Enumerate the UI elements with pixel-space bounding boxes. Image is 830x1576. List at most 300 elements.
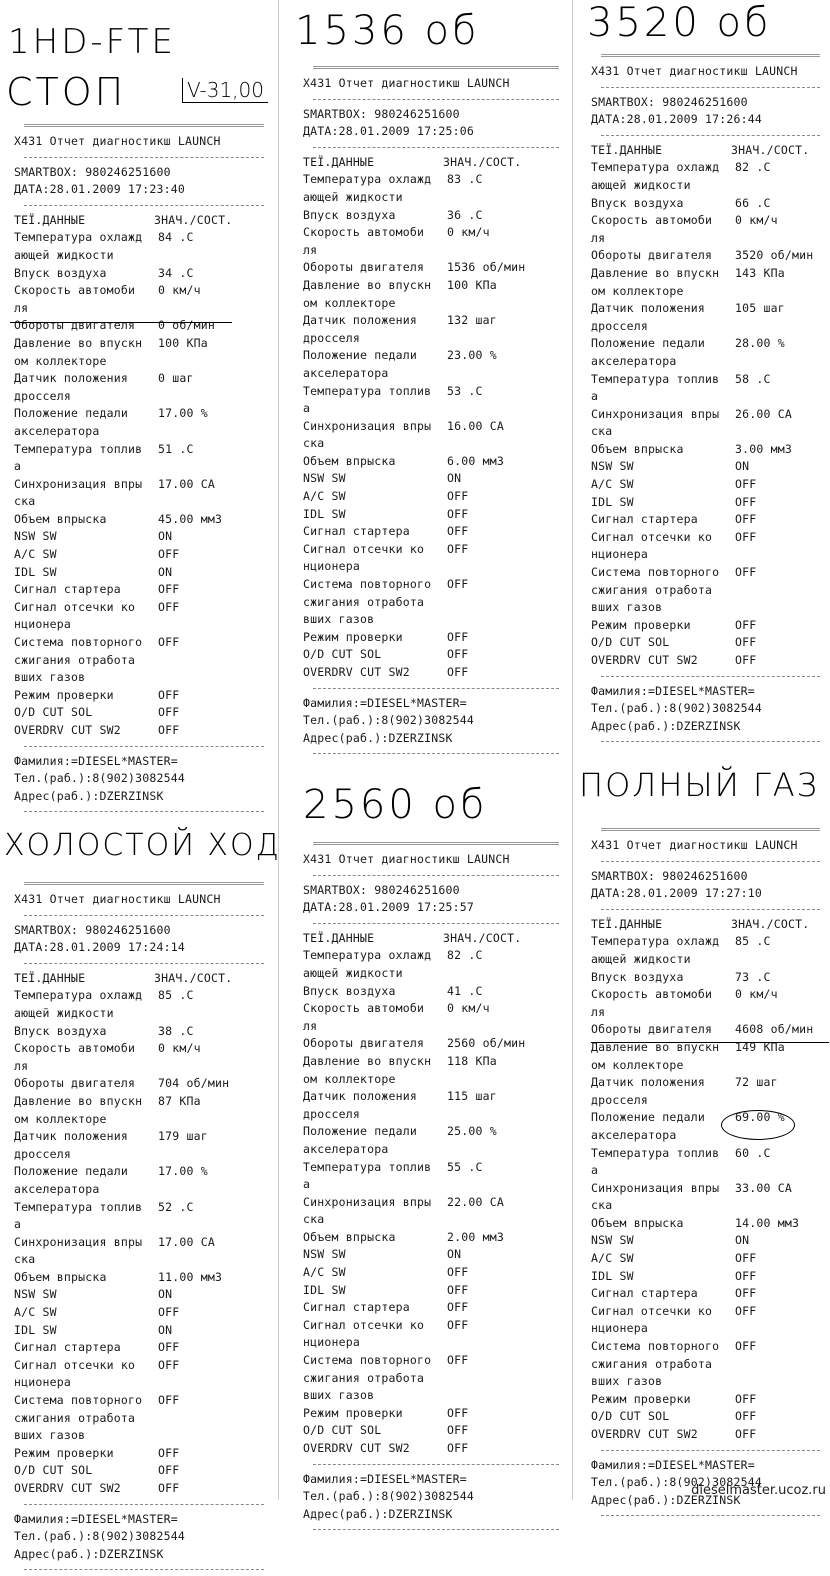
separator [601,861,820,862]
param-value: ON [158,1287,173,1302]
separator [313,753,559,754]
param-row [303,1123,569,1141]
param-row [14,581,274,599]
param-row [591,564,830,582]
param-value: OFF [447,647,469,662]
param-row [303,1282,569,1300]
smartbox-id: SMARTBOX: 980246251600 [14,164,171,179]
param-row [14,493,274,511]
param-row [14,1163,274,1181]
param-row [591,1391,830,1409]
param-row [14,1181,274,1199]
param-value: OFF [158,1463,180,1478]
param-row [591,1180,830,1198]
param-row [14,1111,274,1129]
param-label: ля [14,1058,29,1073]
param-value: OFF [447,1353,469,1368]
param-row [14,1005,274,1023]
operator-name: Фамилия:=DIESEL*MASTER= [14,753,178,768]
param-label: OVERDRV CUT SW2 [14,1481,121,1495]
param-value: 118 КПа [447,1053,497,1068]
param-label: Система повторного [303,1353,432,1368]
param-value: OFF [447,489,469,504]
param-label: нционера [14,617,71,632]
param-value: 16.00 СА [447,418,504,433]
param-value: OFF [447,577,469,592]
operator-address: Адрес(раб.):DZERZINSK [591,718,741,733]
param-label: Система повторного [14,635,143,650]
separator [24,157,264,158]
param-row [14,335,274,353]
param-row [591,933,830,951]
param-row [591,458,830,476]
param-row [14,652,274,670]
param-label: вших газов [303,612,375,627]
param-label: Давление во впускн [303,1053,432,1068]
param-label: нционера [591,547,648,562]
param-row [303,611,569,629]
param-value: OFF [735,1339,757,1354]
heading-data: ТЕЇ.ДАННЫЕ [303,154,375,169]
param-row [303,558,569,576]
report-header: X431 Отчет диагностикш LAUNCH [591,838,798,852]
param-label: ска [14,494,36,509]
separator [24,124,264,127]
param-value: 69.00 % [735,1110,785,1125]
param-row [591,230,830,248]
param-value: OFF [158,582,180,597]
param-label: Сигнал отсечки ко [591,529,713,544]
param-row [303,418,569,436]
heading-data: ТЕЇ.ДАННЫЕ [591,142,663,157]
heading-value: ЗНАЧ./СОСТ. [731,142,810,157]
param-value: 22.00 СА [447,1194,504,1209]
param-label: Положение педали [14,406,128,421]
param-label: Датчик положения [591,301,705,316]
param-label: Обороты двигателя [303,1036,425,1051]
param-row [14,405,274,423]
param-label: акселератора [591,353,677,368]
param-label: Обороты двигателя [591,248,713,263]
param-row [303,523,569,541]
param-label: Сигнал стартера [14,1340,121,1355]
column-headings [303,154,569,172]
heading-value: ЗНАЧ./СОСТ. [731,916,810,931]
site-watermark: dieselmaster.ucoz.ru [691,1483,826,1498]
param-label: ля [303,1018,318,1033]
param-row [303,312,569,330]
param-label: Скорость автомоби [14,1041,136,1056]
param-row [303,1246,569,1264]
param-label: Синхронизация впры [303,1194,432,1209]
param-label: O/D CUT SOL [14,705,93,720]
param-row [14,599,274,617]
param-label: NSW SW [591,459,634,474]
param-value: OFF [735,617,757,632]
param-label: Положение педали [303,1124,417,1139]
param-label: ом коллекторе [14,353,107,368]
param-value: 704 об/мин [158,1076,230,1091]
param-label: Режим проверки [303,1405,403,1420]
smartbox-id: SMARTBOX: 980246251600 [303,882,460,897]
param-label: Сигнал отсечки ко [591,1303,713,1318]
separator [24,963,264,964]
param-value: 6.00 мм3 [447,453,504,468]
param-row [303,277,569,295]
param-label: NSW SW [14,1287,57,1302]
param-value: 34 .C [158,265,194,280]
report-idle [0,876,274,1576]
handwritten-rpm-3520: 3520 об [587,0,772,46]
param-value: 3.00 мм3 [735,441,792,456]
operator-name: Фамилия:=DIESEL*MASTER= [303,695,467,710]
param-value: OFF [447,1265,469,1280]
handwritten-rpm-1536: 1536 об [295,8,480,54]
param-label: а [591,389,599,404]
param-label: Режим проверки [303,629,403,644]
param-label: ля [591,230,606,245]
param-value: OFF [158,1481,180,1495]
param-label: NSW SW [591,1233,634,1248]
param-value: ON [158,1322,173,1337]
param-label: A/C SW [14,547,57,562]
param-value: 149 КПа [735,1039,785,1054]
param-row [303,189,569,207]
operator-name: Фамилия:=DIESEL*MASTER= [303,1471,467,1486]
param-value: 14.00 мм3 [735,1215,800,1230]
param-row [591,283,830,301]
param-row [303,1370,569,1388]
param-row [303,1000,569,1018]
param-value: OFF [158,723,180,737]
param-row [14,1216,274,1234]
param-label: O/D CUT SOL [591,635,670,650]
param-row [14,441,274,459]
param-value: ON [735,459,750,474]
param-label: Температура охлажд [591,934,720,949]
param-value: 28.00 % [735,336,785,351]
param-row [303,646,569,664]
param-label: O/D CUT SOL [303,1423,382,1438]
param-value: 51 .C [158,441,194,456]
param-label: Сигнал стартера [591,1286,698,1301]
param-label: IDL SW [591,1268,634,1283]
param-row [303,259,569,277]
column-left [0,0,281,1561]
param-label: Датчик положения [591,1075,705,1090]
param-row [303,1264,569,1282]
param-row [303,541,569,559]
param-label: сжигания отработа [14,652,136,667]
param-label: Положение педали [14,1164,128,1179]
param-label: вших газов [14,670,86,685]
param-value: 17.00 СА [158,1234,215,1249]
param-value: OFF [735,653,757,667]
param-label: Синхронизация впры [591,1180,720,1195]
report-header: X431 Отчет диагностикш LAUNCH [303,76,510,90]
param-row [14,1128,274,1146]
param-label: OVERDRV CUT SW2 [14,723,121,737]
separator [601,1515,820,1516]
separator [601,741,820,742]
param-row [591,335,830,353]
param-label: Скорость автомоби [591,213,713,228]
param-value: OFF [735,1427,757,1441]
param-label: Давление во впускн [591,1039,720,1054]
param-label: Система повторного [14,1393,143,1408]
param-label: O/D CUT SOL [14,1463,93,1478]
param-row [14,1199,274,1217]
param-value: OFF [158,599,180,614]
handwritten-underline [10,322,232,323]
operator-name: Фамилия:=DIESEL*MASTER= [14,1511,178,1526]
param-value: OFF [735,1391,757,1406]
column-middle [278,0,569,1521]
param-row [591,212,830,230]
param-row [303,1422,569,1440]
param-value: OFF [447,524,469,539]
param-row [14,1269,274,1287]
heading-data: ТЕЇ.ДАННЫЕ [14,212,86,227]
separator [313,842,559,845]
param-label: акселератора [14,423,100,438]
report-2560 [279,836,569,1536]
param-value: OFF [158,1445,180,1460]
param-label: Температура топлив [303,1159,432,1174]
param-row [591,1268,830,1286]
separator [601,676,820,677]
param-label: A/C SW [591,1251,634,1266]
param-label: NSW SW [303,1247,346,1262]
param-label: Объем впрыска [303,1229,396,1244]
param-label: Давление во впускн [14,1093,143,1108]
param-row [303,1035,569,1053]
param-row [14,1357,274,1375]
param-row [591,1320,830,1338]
param-label: сжигания отработа [303,1370,425,1385]
param-label: Температура охлажд [303,172,432,187]
param-label: OVERDRV CUT SW2 [591,653,698,667]
handwritten-idle: ХОЛОСТОЙ ХОД [4,828,281,863]
param-row [14,1462,274,1480]
param-row [303,400,569,418]
param-row [14,1146,274,1164]
param-row [591,1127,830,1145]
param-value: OFF [735,512,757,527]
param-row [591,1408,830,1426]
param-label: Сигнал отсечки ко [303,1317,425,1332]
param-row [14,1075,274,1093]
param-row [303,629,569,647]
param-row [303,1334,569,1352]
param-value: 55 .C [447,1159,483,1174]
param-label: Сигнал отсечки ко [14,1357,136,1372]
param-label: IDL SW [591,494,634,509]
param-row [14,229,274,247]
param-row [591,1356,830,1374]
column-headings [14,212,274,230]
param-value: OFF [158,547,180,562]
param-label: ом коллекторе [303,295,396,310]
report-3520 [573,48,830,748]
param-label: Синхронизация впры [591,406,720,421]
operator-address: Адрес(раб.):DZERZINSK [303,730,453,745]
param-row [591,371,830,389]
param-label: а [591,1163,599,1178]
param-value: ON [447,1247,462,1262]
param-label: вших газов [591,1374,663,1389]
report-1536 [279,60,569,760]
param-value: ON [158,564,173,579]
operator-name: Фамилия:=DIESEL*MASTER= [591,1457,755,1472]
param-label: сжигания отработа [591,1356,713,1371]
param-value: 36 .C [447,207,483,222]
param-value: 66 .C [735,195,771,210]
param-row [591,546,830,564]
param-label: Температура топлив [14,441,143,456]
smartbox-id: SMARTBOX: 980246251600 [591,868,748,883]
param-label: Положение педали [303,348,417,363]
param-label: Датчик положения [14,1129,128,1144]
param-label: Датчик положения [14,371,128,386]
column-headings [591,916,830,934]
param-row [303,453,569,471]
param-label: ающей жидкости [303,965,403,980]
param-row [591,159,830,177]
param-row [303,435,569,453]
param-label: а [303,401,311,416]
param-row [591,388,830,406]
param-row [14,458,274,476]
param-value: 115 шаг [447,1089,497,1104]
param-label: OVERDRV CUT SW2 [303,665,410,679]
param-label: ающей жидкости [591,951,691,966]
separator [24,1504,264,1505]
param-label: вших газов [14,1428,86,1443]
param-value: OFF [158,635,180,650]
param-label: дросселя [591,318,648,333]
report-full-throttle [573,822,830,1522]
param-row [14,353,274,371]
param-row [303,1053,569,1071]
param-row [591,1197,830,1215]
param-row [303,983,569,1001]
param-row [14,987,274,1005]
operator-address: Адрес(раб.):DZERZINSK [14,1546,164,1561]
param-label: Обороты двигателя [14,318,136,333]
param-row [14,616,274,634]
param-label: Впуск воздуха [14,265,107,280]
param-label: IDL SW [303,1282,346,1297]
param-value: OFF [735,635,757,650]
operator-address: Адрес(раб.):DZERZINSK [303,1506,453,1521]
param-row [591,195,830,213]
param-row [14,634,274,652]
param-value: 179 шаг [158,1129,208,1144]
operator-name: Фамилия:=DIESEL*MASTER= [591,683,755,698]
param-label: ом коллекторе [14,1111,107,1126]
param-label: ающей жидкости [14,1005,114,1020]
param-value: OFF [447,1282,469,1297]
operator-phone: Тел.(раб.):8(902)3082544 [14,771,185,786]
param-value: 25.00 % [447,1124,497,1139]
param-row [303,1387,569,1405]
param-row [591,1004,830,1022]
handwritten-underline-rpm [591,1042,829,1043]
param-row [14,1058,274,1076]
param-value: 83 .C [447,172,483,187]
separator [601,135,820,136]
param-label: ля [591,1004,606,1019]
param-label: Сигнал стартера [303,1300,410,1315]
param-value: 45.00 мм3 [158,511,223,526]
param-label: ом коллекторе [591,1057,684,1072]
param-value: 4608 об/мин [735,1022,814,1037]
param-label: OVERDRV CUT SW2 [591,1427,698,1441]
param-value: 82 .C [447,948,483,963]
operator-phone: Тел.(раб.):8(902)3082544 [591,1475,762,1490]
heading-value: ЗНАЧ./СОСТ. [154,970,233,985]
param-value: OFF [447,1317,469,1332]
param-label: сжигания отработа [303,594,425,609]
param-value: 105 шаг [735,301,785,316]
param-row [591,1021,830,1039]
param-row [303,1405,569,1423]
param-label: Режим проверки [591,617,691,632]
smartbox-id: SMARTBOX: 980246251600 [303,106,460,121]
param-value: OFF [735,1268,757,1283]
param-label: Температура охлажд [14,988,143,1003]
param-label: Температура топлив [14,1199,143,1214]
operator-phone: Тел.(раб.):8(902)3082544 [303,713,474,728]
param-value: 58 .C [735,371,771,386]
param-value: 38 .C [158,1023,194,1038]
param-label: Объем впрыска [591,441,684,456]
param-label: ска [303,436,325,451]
param-row [591,318,830,336]
param-row [303,330,569,348]
param-value: OFF [735,1409,757,1424]
param-label: Режим проверки [591,1391,691,1406]
param-value: 72 шаг [735,1075,778,1090]
param-label: Сигнал стартера [14,582,121,597]
param-label: Режим проверки [14,687,114,702]
param-row [14,282,274,300]
param-row [591,476,830,494]
param-value: 26.00 СА [735,406,792,421]
param-label: а [14,1217,22,1232]
param-value: 85 .C [158,988,194,1003]
handwritten-engine: 1HD-FTE [8,22,176,62]
param-label: а [303,1177,311,1192]
param-row [303,1317,569,1335]
param-row [14,300,274,318]
operator-phone: Тел.(раб.):8(902)3082544 [14,1529,185,1544]
param-value: OFF [735,565,757,580]
param-label: IDL SW [14,564,57,579]
report-date: ДАТА:28.01.2009 17:25:06 [303,124,474,139]
param-value: OFF [158,1340,180,1355]
param-row [303,1088,569,1106]
operator-address: Адрес(раб.):DZERZINSK [591,1492,741,1507]
param-value: 0 км/ч [735,213,778,228]
param-label: ска [591,1198,613,1213]
separator [24,1569,264,1570]
param-label: IDL SW [303,506,346,521]
param-label: Синхронизация впры [14,476,143,491]
param-label: Впуск воздуха [303,983,396,998]
param-value: 100 КПа [158,335,208,350]
